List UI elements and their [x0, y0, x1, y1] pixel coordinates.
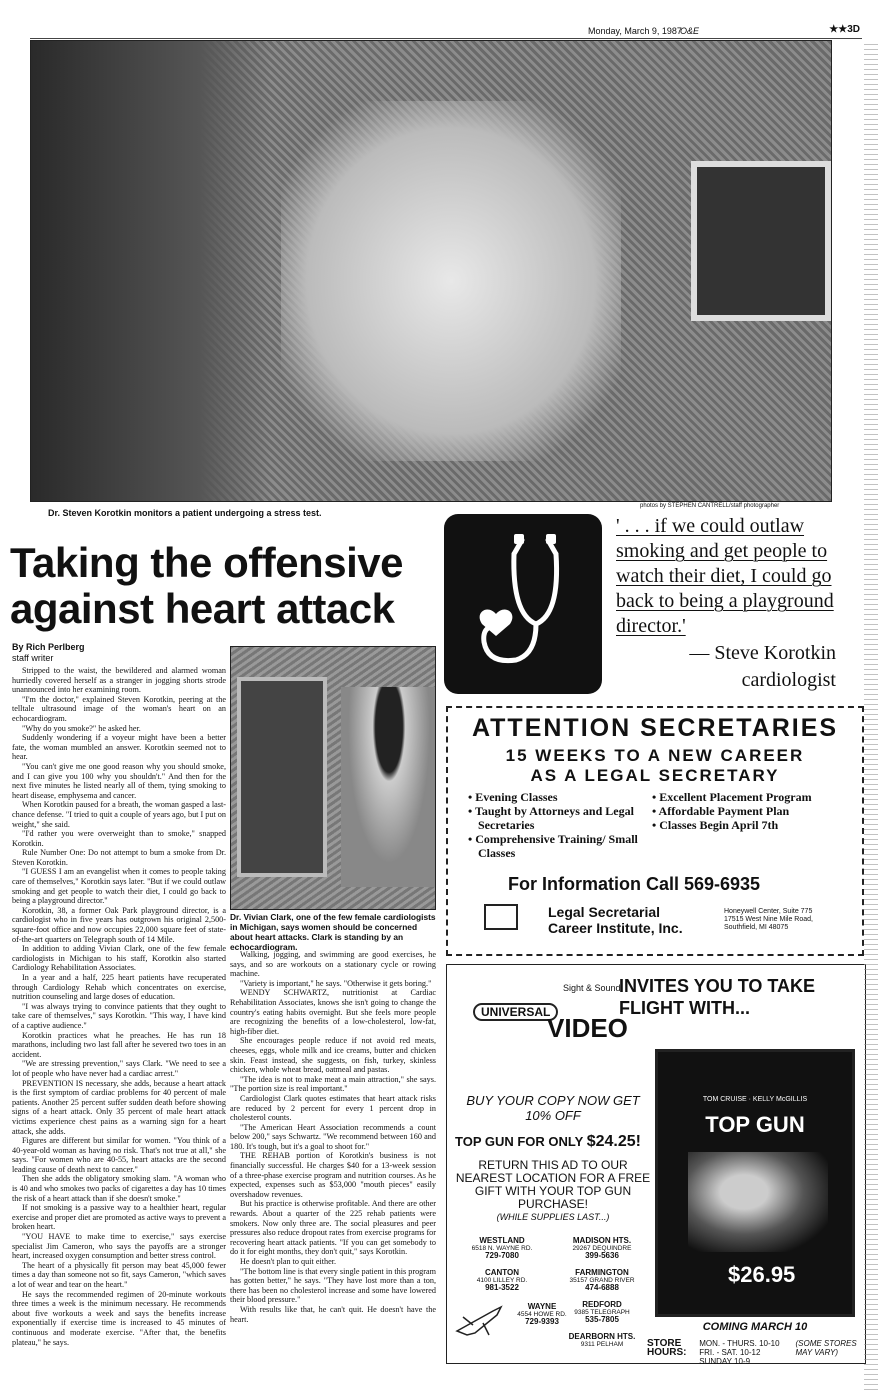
store-name: MADISON HTS.	[572, 1236, 632, 1245]
pull-quote	[616, 514, 836, 693]
article-paragraph: Stripped to the waist, the bewildered and alarmed woman hurriedly covered herself as a stranger in jogging shorts strode unannounced into her examining room.	[12, 666, 226, 695]
monitor-screen	[691, 161, 831, 321]
poster-image	[688, 1152, 828, 1252]
store-address: 9311 PELHAM	[580, 1340, 624, 1348]
store-address: 4100 LILLEY RD.	[476, 1276, 528, 1284]
store-name: WAYNE	[527, 1302, 557, 1311]
ad-subheadline	[448, 746, 862, 786]
article-paragraph: "I'm the doctor," explained Steven Korotkin, peering at the telltale ultrasound image of the woman's heart on an echocardiogram.	[12, 694, 226, 723]
issue-date: Monday, March 9, 1987	[588, 26, 682, 36]
article-paragraph: When Korotkin paused for a breath, the woman gasped a last-chance defense. "I tried to quit a couple of years ago, but I put on weight," she said.	[12, 800, 226, 829]
return-offer	[455, 1159, 651, 1224]
poster-price: $26.95	[728, 1262, 796, 1287]
ad-feature-list-left	[468, 790, 648, 860]
store-farmington	[557, 1269, 647, 1292]
article-paragraph: He says the recommended regimen of 20-minute workouts three times a week is the minimum necessary. He recommends about five workouts a week and says the benefits increase exponentially if exercise time is increased to 45 minutes of continuous and moderate exercise. "After that, the benefits plateau," he says.	[12, 1289, 226, 1347]
photo-credit: photos by STEPHEN CANTRELL/staff photographer	[640, 503, 780, 509]
hours-vary-note: (SOME STORES MAY VARY)	[795, 1339, 857, 1357]
store-phone: 729-7080	[485, 1251, 519, 1260]
topgun-price: $24.25!	[586, 1133, 641, 1150]
article-paragraph: "I'd rather you were overweight than to smoke," snapped Korotkin.	[12, 829, 226, 848]
article-paragraph: PREVENTION IS necessary, she adds, because a heart attack is the first symptom of cardiac problems for 40 percent of male patients. Another 25 percent suffer sudden death before showing signs of a heart attack. Only 35 percent of male heart attack victims experience chest pains as a warning sign for a heart attack, she adds.	[12, 1078, 226, 1136]
institute-line-2: Career Institute, Inc.	[548, 920, 683, 936]
store-address: 6518 N. WAYNE RD.	[471, 1244, 533, 1252]
echocardiogram-machine	[237, 677, 327, 877]
vivian-clark-figure	[341, 687, 436, 887]
store-name: FARMINGTON	[575, 1268, 629, 1277]
buy-offer: BUY YOUR COPY NOW GET 10% OFF	[466, 1093, 640, 1123]
scales-of-justice-icon	[484, 904, 518, 930]
article-paragraph: "I GUESS I am an evangelist when it comes to people taking care of themselves," Korotkin says later. "But if we could outlaw smoking and get people to watch their diet, I could go back to being a playground director."	[12, 867, 226, 906]
return-text: RETURN THIS AD TO OUR NEAREST LOCATION FOR A FREE GIFT WITH YOUR TOP GUN PURCHASE!	[455, 1158, 651, 1211]
hours-line: SUNDAY 10-9	[699, 1357, 751, 1366]
article-paragraph: Rule Number One: Do not attempt to bum a smoke from Dr. Steven Korotkin.	[12, 848, 226, 867]
poster-stars: TOM CRUISE · KELLY McGILLIS	[702, 1096, 808, 1103]
store-madison-hts	[557, 1237, 647, 1260]
ad-headline: ATTENTION SECRETARIES	[471, 714, 839, 742]
store-phone: 535-7805	[585, 1315, 619, 1324]
byline-name: By Rich Perlberg	[12, 642, 85, 652]
article-paragraph: In addition to adding Vivian Clark, one of the few female cardiologists in Michigan to his staff, Korotkin also started Cardiology Rehabilitation Associates.	[12, 944, 226, 973]
article-paragraph: Suddenly wondering if a voyeur might have been a better fate, the woman mumbled an answer. Korotkin seemed not to hear.	[12, 733, 226, 762]
ad-feature: • Excellent Placement Program	[652, 790, 852, 804]
article-paragraph: "You can't give me one good reason why you should smoke, and I can give you 100 why you shouldn't." And then for the next five minutes he listed nearly all of them, tying smoking to heart disease, emphysema and cancer.	[12, 761, 226, 800]
store-phone: 399-5636	[585, 1251, 619, 1260]
store-address: 9385 TELEGRAPH	[574, 1308, 630, 1316]
store-name: REDFORD	[582, 1300, 622, 1309]
store-phone: 981-3522	[485, 1283, 519, 1292]
article-paragraph: "Why do you smoke?" he asked her.	[22, 723, 141, 733]
pull-quote-text: ' . . . if we could outlaw smoking and get people to watch their diet, I could go back to being a playground director.'	[616, 515, 834, 637]
while-supplies: (WHILE SUPPLIES LAST...)	[496, 1212, 610, 1222]
address-line: 17515 West Nine Mile Road,	[724, 916, 813, 923]
article-paragraph: But his practice is otherwise profitable. And there are other rewards. About a quarter of the 225 rehab patients were smokers. Now only three are. The social pleasures and peer pressures also reduce dropout rates from exercise programs for recovering heart attack patients. "If you can get somebody to do it for eight months, they don't quit," says Korotkin.	[230, 1199, 436, 1257]
page-header	[560, 24, 860, 38]
page-number: ★★3D	[829, 24, 860, 35]
page-edge-dots	[864, 40, 878, 1390]
article-paragraph: He doesn't plan to quit either.	[240, 1257, 337, 1266]
byline	[12, 642, 85, 664]
article-headline: Taking the offensive against heart attack	[10, 539, 403, 632]
legal-secretary-ad	[446, 706, 864, 956]
store-phone: 474-6888	[585, 1283, 619, 1292]
article-paragraph: WENDY SCHWARTZ, nutritionist at Cardiac Rehabilitation Associates, knows she isn't going to change the country's eating habits overnight. But she feels more people are recognizing the benefits of a low-cholesterol, low-fat, high-fiber diet.	[230, 988, 436, 1036]
article-paragraph: THE REHAB portion of Korotkin's business is not financially successful. He charges $40 for a 13-week session of a three-phase exercise program and nutrition courses. As he expected, expenses such as $53,000 "mouth pieces" easily overshadow revenues.	[230, 1151, 436, 1199]
top-photo-caption: Dr. Steven Korotkin monitors a patient undergoing a stress test.	[48, 508, 322, 518]
article-paragraph: In a year and a half, 225 heart patients have recuperated through Cardiology Rehab which concentrates on exercise, nutrition counseling and large doses of education.	[12, 973, 226, 1002]
store-address: 29267 DEQUINDRE	[572, 1244, 632, 1252]
article-paragraph: Korotkin practices what he preaches. He has run 18 marathons, including two last fall after he severed two toes in an accident.	[12, 1030, 226, 1059]
ad-subheadline-1: 15 WEEKS TO A NEW CAREER	[505, 746, 805, 765]
stethoscope-icon	[444, 514, 602, 694]
article-paragraph: "The idea is not to make meat a main attraction," she says. "The portion size is real important."	[230, 1074, 436, 1094]
store-hours	[647, 1339, 859, 1366]
top-gun-video-ad	[446, 964, 866, 1364]
mid-photo-caption: Dr. Vivian Clark, one of the few female cardiologists in Michigan, says women should be concerned about heart attacks. Clark is standing by an echocardiogram.	[230, 912, 436, 952]
hours-times	[699, 1339, 793, 1366]
ad-feature: • Comprehensive Training/ Small Classes	[468, 832, 648, 860]
hours-label: STORE HOURS:	[647, 1338, 687, 1358]
ad-feature: • Evening Classes	[468, 790, 648, 804]
invites-headline: INVITES YOU TO TAKE FLIGHT WITH...	[619, 976, 816, 1018]
article-paragraph: Then she adds the obligatory smoking slam. "A woman who is 40 and who smokes two packs of cigarettes a day has 10 times the risk of a heart attack than if she doesn't smoke."	[12, 1174, 226, 1203]
article-paragraph: If not smoking is a passive way to a healthier heart, regular exercise and proper diet are promoted as active ways to prevent a broken heart.	[12, 1203, 226, 1232]
ad-subheadline-2: AS A LEGAL SECRETARY	[530, 766, 780, 785]
store-name: WESTLAND	[479, 1236, 525, 1245]
article-paragraph: With results like that, he can't quit. He doesn't have the heart.	[230, 1304, 436, 1324]
article-paragraph: "I was always trying to convince patients that they ought to take care of themselves," says Korotkin. "This way, I have kind of a captive audience."	[12, 1001, 226, 1030]
ad-feature: • Taught by Attorneys and Legal Secretaries	[468, 804, 648, 832]
top-gun-poster	[655, 1049, 855, 1317]
article-paragraph: The heart of a physically fit person may beat 45,000 fewer times a day than someone not so fit, says Cameron, "which saves a lot of wear and tear on the heart."	[12, 1260, 226, 1289]
article-paragraph: "We are stressing prevention," says Clark. "We need to see a lot of people who have never had a cardiac arrest."	[12, 1059, 226, 1078]
fighter-jet-icon	[453, 1301, 505, 1341]
store-address: 35157 GRAND RIVER	[569, 1276, 635, 1284]
header-rule	[30, 38, 862, 39]
poster-title: TOP GUN	[705, 1112, 805, 1137]
article-paragraph: Korotkin, 38, a former Oak Park playground director, is a cardiologist who in five years has outgrown his original 2,500-square-foot office and now occupies 22,000 square feet of state-of-the-art quarters on Telegraph south of 14 Mile.	[12, 905, 226, 944]
article-column-1	[12, 666, 226, 1347]
ad-feature: • Classes Begin April 7th	[652, 818, 852, 832]
article-paragraph: "The American Heart Association recommends a count below 200," says Schwartz. "We recommend between 160 and 180. It's tough, but it's a goal to shoot for."	[230, 1122, 436, 1151]
byline-role: staff writer	[12, 653, 54, 663]
hours-line: FRI. - SAT. 10-12	[699, 1348, 761, 1357]
photo-shadow	[31, 41, 271, 502]
ad-feature-list-right	[652, 790, 852, 832]
article-paragraph: Figures are different but similar for women. "You think of a 40-year-old woman as having no risk. That's not true at all," she says. "For women who are 40-55, heart attacks are the second leading cause of death next to cancer."	[12, 1136, 226, 1174]
article-paragraph: Walking, jogging, and swimming are good exercises, he says, and so are workouts on a stationary cycle or rowing machine.	[230, 950, 436, 979]
ad-phone-call: For Information Call 569-6935	[508, 874, 761, 894]
universal-logo: UNIVERSAL	[473, 1003, 558, 1021]
article-paragraph: She encourages people reduce if not avoid red meats, cheeses, eggs, whole milk and ice creams, butter and chicken skin. Feast instead, she suggests, on fish, turkey, skinless chicken, whole wheat bread, oatmeal and pastas.	[230, 1036, 436, 1075]
store-wayne	[497, 1303, 587, 1326]
article-paragraph: "The bottom line is that every single patient in this program has gotten better," he says. "They have lost more than a ton, there has been no cholesterol increase and some have lowered their blood pressure."	[230, 1266, 436, 1305]
store-phone: 729-9393	[525, 1317, 559, 1326]
topgun-price-line	[455, 1133, 641, 1151]
pull-quote-role: cardiologist	[741, 669, 836, 691]
institute-line-1: Legal Secretarial	[548, 904, 661, 920]
doctor-figure	[281, 101, 621, 461]
institute-address	[724, 908, 813, 932]
sight-sound-label: Sight & Sound	[563, 983, 621, 993]
institute-name	[548, 904, 718, 936]
article-paragraph: "Variety is important," he says. "Otherwise it gets boring."	[240, 978, 432, 988]
store-address: 4554 HOWE RD.	[517, 1310, 567, 1318]
section-name: O&E	[680, 26, 700, 36]
store-name: CANTON	[484, 1268, 520, 1277]
article-column-2	[230, 950, 436, 1324]
stress-test-photo	[30, 40, 832, 502]
coming-date: COMING MARCH 10	[702, 1321, 808, 1333]
hours-line: MON. - THURS. 10-10	[699, 1339, 780, 1348]
video-logo: VIDEO	[547, 1013, 628, 1043]
article-paragraph: Cardiologist Clark quotes estimates that heart attack risks are reduced by 2 percent for every 1 percent drop in cholesterol counts.	[230, 1093, 436, 1123]
address-line: Honeywell Center, Suite 775	[724, 908, 813, 915]
address-line: Southfield, MI 48075	[724, 924, 789, 931]
store-canton	[457, 1269, 547, 1292]
store-westland	[457, 1237, 547, 1260]
article-paragraph: "YOU HAVE to make time to exercise," says exercise specialist Jim Cameron, who says the payoffs are a stronger heart, increased oxygen consumption and better stress control.	[12, 1232, 226, 1261]
pull-quote-attribution: — Steve Korotkin	[689, 642, 836, 664]
topgun-label: TOP GUN FOR ONLY	[455, 1134, 584, 1149]
echocardiogram-photo	[230, 646, 436, 910]
store-dearborn-hts	[557, 1333, 647, 1348]
ad-feature: • Affordable Payment Plan	[652, 804, 852, 818]
store-name: DEARBORN HTS.	[568, 1332, 636, 1341]
